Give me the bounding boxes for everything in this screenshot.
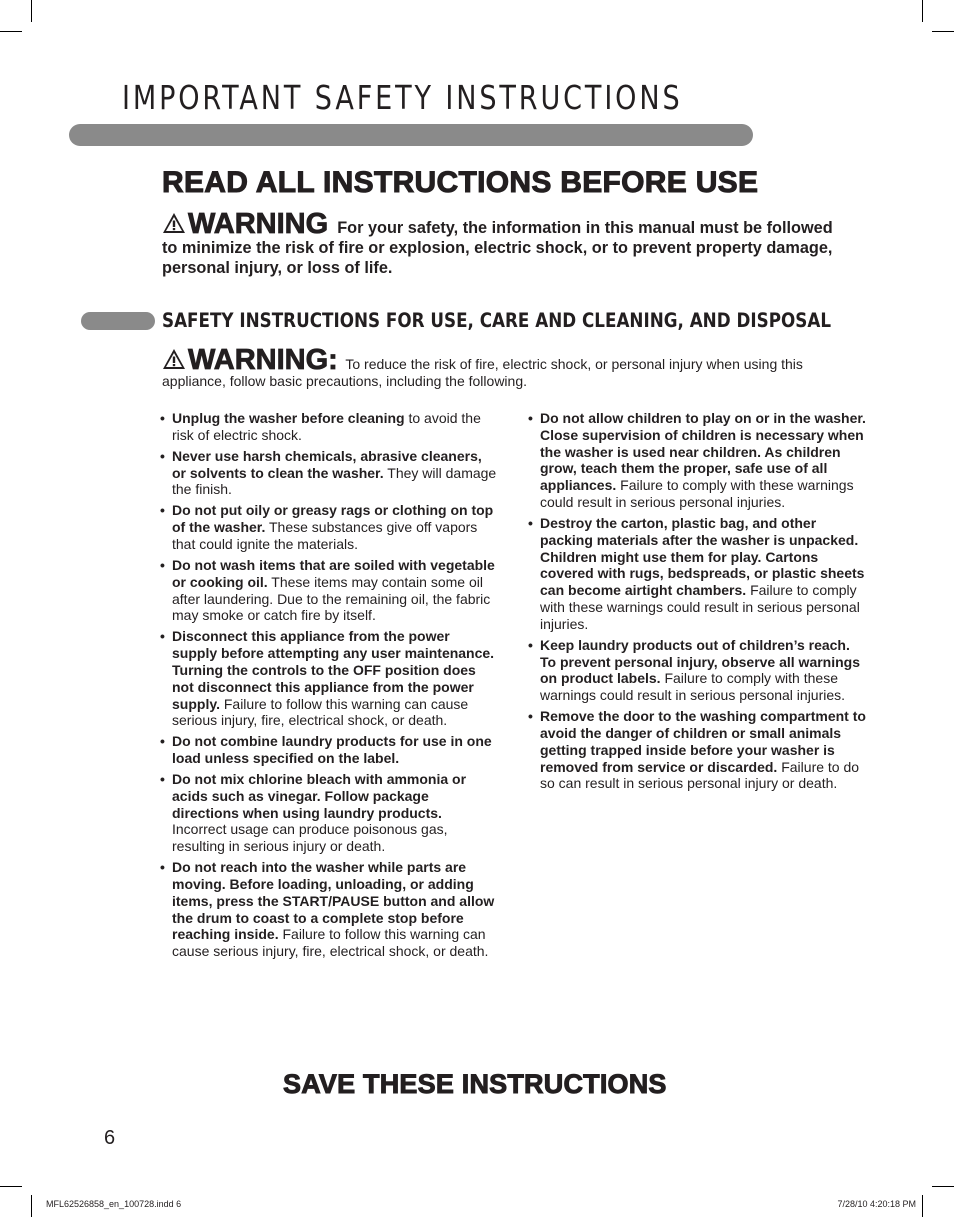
crop-mark [31,0,32,22]
crop-mark [922,0,923,22]
list-item: • Do not wash items that are soiled with vegetable or cooking oil. These items may contain some oil after laundering. Due to the remaining oil, the fabric may smoke or catch fire by itself. [160,557,498,624]
list-item: • Do not put oily or greasy rags or clothing on top of the washer. These substances give off vapors that could ignite the materials. [160,502,498,552]
list-item: • Never use harsh chemicals, abrasive cleaners, or solvents to clean the washer. They will damage the finish. [160,448,498,498]
footer-file-name: MFL62526858_en_100728.indd 6 [46,1199,182,1209]
read-all-heading: READ ALL INSTRUCTIONS BEFORE USE [162,166,759,199]
section-pill [81,312,155,330]
page-number: 6 [104,1127,116,1149]
list-item: • Keep laundry products out of children’s reach. To prevent personal injury, observe all warnings on product labels. Failure to comply with these warnings could result in serious personal injuries. [528,637,866,704]
crop-mark [31,1195,32,1217]
list-item: • Disconnect this appliance from the power supply before attempting any user maintenance. Turning the controls to the OFF position does not disconnect this appliance from the power supply. Failure to follow this warning can cause serious injury, fire, electrical shock, or death. [160,628,498,729]
section-warning-text: To reduce the risk of fire, electric shock, or personal injury when using this appliance, follow basic precautions, including the following. [162,356,803,389]
list-item: • Do not combine laundry products for use in one load unless specified on the label. [160,733,498,767]
title-bar [69,124,753,146]
warning-label: WARNING [188,208,329,240]
intro-warning [162,208,842,278]
intro-warning-text: For your safety, the information in this manual must be followed to minimize the risk of fire or explosion, electric shock, or to prevent property damage, personal injury, or loss of life. [162,219,833,277]
warning-triangle-icon [162,212,186,234]
list-item: • Do not allow children to play on or in the washer. Close supervision of children is necessary when the washer is used near children. As children grow, teach them the proper, safe use of all appliances. Failure to comply with these warnings could result in serious personal injuries. [528,410,866,511]
section-title: SAFETY INSTRUCTIONS FOR USE, CARE AND CLEANING, AND DISPOSAL [162,309,832,332]
crop-mark [932,31,954,32]
right-column [528,410,866,796]
list-item: • Remove the door to the washing compartment to avoid the danger of children or small animals getting trapped inside before your washer is removed from service or discarded. Failure to do so can result in serious personal injury or death. [528,708,866,792]
page-title: IMPORTANT SAFETY INSTRUCTIONS [122,78,683,117]
crop-mark [922,1195,923,1217]
crop-mark [932,1186,954,1187]
list-item: • Destroy the carton, plastic bag, and other packing materials after the washer is unpacked. Children might use them for play. Cartons covered with rugs, bedspreads, or plastic sheets can become airtight chambers. Failure to comply with these warnings could result in serious personal injuries. [528,515,866,633]
warning-triangle-icon [162,348,186,370]
list-item: • Unplug the washer before cleaning to avoid the risk of electric shock. [160,410,498,444]
warning-label: WARNING: [188,344,338,376]
left-column [160,410,498,964]
list-item: • Do not reach into the washer while parts are moving. Before loading, unloading, or adding items, press the START/PAUSE button and allow the drum to coast to a complete stop before reaching inside. Failure to follow this warning can cause serious injury, fire, electrical shock, or death. [160,859,498,960]
list-item: • Do not mix chlorine bleach with ammonia or acids such as vinegar. Follow package directions when using laundry products. Incorrect usage can produce poisonous gas, resulting in serious injury or death. [160,771,498,855]
save-instructions-heading: SAVE THESE INSTRUCTIONS [283,1069,667,1099]
crop-mark [0,31,22,32]
footer-timestamp: 7/28/10 4:20:18 PM [837,1199,916,1209]
section-warning [162,344,842,390]
crop-mark [0,1186,22,1187]
